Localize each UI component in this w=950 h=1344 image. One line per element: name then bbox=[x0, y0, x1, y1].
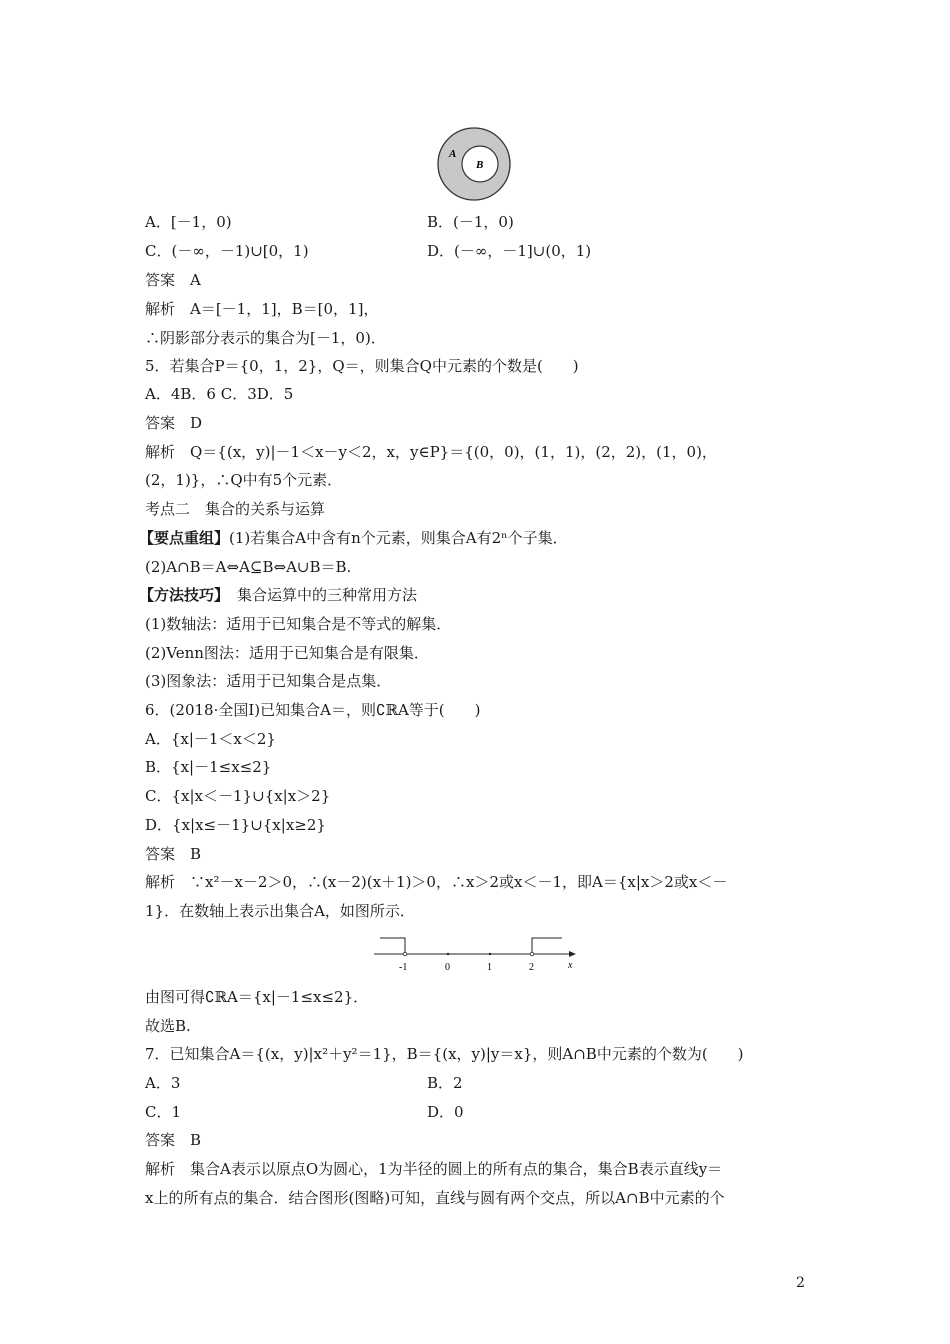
q4-solution-2: ∴阴影部分表示的集合为[－1，0)． bbox=[145, 329, 386, 347]
q6-solution-2: 1}．在数轴上表示出集合A，如图所示． bbox=[145, 902, 415, 920]
q4-solution-1: 解析 A＝[－1，1]，B＝[0，1]， bbox=[145, 300, 379, 318]
section-title: 考点二 集合的关系与运算 bbox=[145, 500, 326, 518]
key-points-tag: 【要点重组】 bbox=[139, 529, 230, 547]
q7-solution-1: 解析 集合A表示以原点O为圆心，1为半径的圆上的所有点的集合，集合B表示直线y＝ bbox=[145, 1160, 723, 1178]
tick-0 bbox=[447, 953, 449, 955]
q7-option-b: B．2 bbox=[427, 1074, 463, 1092]
open-point-minus-1 bbox=[403, 952, 407, 956]
q4-option-b: B．(－1，0) bbox=[427, 213, 514, 231]
q4-option-c: C．(－∞，－1)∪[0，1) bbox=[145, 242, 309, 260]
method-3: (3)图象法：适用于已知集合是点集． bbox=[145, 672, 392, 690]
q6-solution-4: 故选B. bbox=[145, 1017, 191, 1035]
q7-stem: 7．已知集合A＝{(x，y)|x²＋y²＝1}，B＝{(x，y)|y＝x}，则A∩B中元素的个数为( ) bbox=[145, 1045, 744, 1063]
key-point-1: (1)若集合A中含有n个元素，则集合A有2ⁿ个子集． bbox=[229, 529, 568, 547]
q7-option-c: C．1 bbox=[145, 1103, 182, 1121]
q6-solution-1: 解析 ∵x²－x－2＞0，∴(x－2)(x＋1)＞0，∴x＞2或x＜－1，即A＝{x|x＞2或x＜－ bbox=[145, 873, 728, 891]
q5-options: A．4B．6 C．3D．5 bbox=[145, 385, 294, 403]
page-number: 2 bbox=[796, 1275, 805, 1291]
venn-label-b: B bbox=[476, 159, 484, 171]
tick-label-minus-1: -1 bbox=[399, 962, 408, 973]
method-header bbox=[139, 585, 417, 605]
q6-option-a: A．{x|－1＜x＜2} bbox=[145, 730, 276, 748]
key-points bbox=[139, 528, 568, 548]
tick-label-0: 0 bbox=[445, 962, 450, 973]
venn-diagram bbox=[436, 126, 514, 202]
set-a-right-bracket bbox=[532, 938, 562, 954]
axis-variable: x bbox=[568, 960, 573, 971]
open-point-2 bbox=[530, 952, 534, 956]
q6-answer: 答案 B bbox=[145, 845, 202, 863]
key-point-2: (2)A∩B＝A⇔A⊆B⇔A∪B＝B. bbox=[145, 558, 352, 576]
q6-solution-3: 由图可得∁ℝA＝{x|－1≤x≤2}． bbox=[145, 988, 369, 1006]
q4-answer: 答案 A bbox=[145, 271, 201, 289]
number-line bbox=[370, 932, 585, 974]
q4-option-d: D．(－∞，－1]∪(0，1) bbox=[427, 242, 592, 260]
method-title: 集合运算中的三种常用方法 bbox=[237, 586, 418, 604]
tick-label-1: 1 bbox=[487, 962, 492, 973]
method-tag: 【方法技巧】 bbox=[139, 586, 230, 604]
q7-option-d: D．0 bbox=[427, 1103, 464, 1121]
method-1: (1)数轴法：适用于已知集合是不等式的解集． bbox=[145, 615, 452, 633]
q6-stem: 6．(2018·全国Ⅰ)已知集合A＝，则∁ℝA等于( ) bbox=[145, 701, 481, 719]
q5-solution-2: (2，1)}，∴Q中有5个元素． bbox=[145, 471, 343, 489]
set-a-left-bracket bbox=[380, 938, 405, 954]
q5-solution-1: 解析 Q＝{(x，y)|－1＜x－y＜2，x，y∈P}＝{(0，0)，(1，1)，(2，2)，(1，0)， bbox=[145, 443, 717, 461]
q7-option-a: A．3 bbox=[145, 1074, 181, 1092]
tick-label-2: 2 bbox=[529, 962, 534, 973]
q7-solution-2: x上的所有点的集合．结合图形(图略)可知，直线与圆有两个交点，所以A∩B中元素的个 bbox=[145, 1189, 725, 1207]
q7-answer: 答案 B bbox=[145, 1131, 202, 1149]
method-2: (2)Venn图法：适用于已知集合是有限集． bbox=[145, 644, 429, 662]
q5-answer: 答案 D bbox=[145, 414, 203, 432]
q6-option-c: C．{x|x＜－1}∪{x|x＞2} bbox=[145, 787, 331, 805]
q4-option-a: A．[－1，0) bbox=[145, 213, 232, 231]
q6-option-d: D．{x|x≤－1}∪{x|x≥2} bbox=[145, 816, 326, 834]
venn-label-a: A bbox=[449, 148, 457, 160]
tick-1 bbox=[489, 953, 491, 955]
axis-arrow bbox=[569, 951, 576, 957]
q5-stem: 5．若集合P＝{0，1，2}，Q＝，则集合Q中元素的个数是( ) bbox=[145, 357, 579, 375]
q6-option-b: B．{x|－1≤x≤2} bbox=[145, 758, 272, 776]
